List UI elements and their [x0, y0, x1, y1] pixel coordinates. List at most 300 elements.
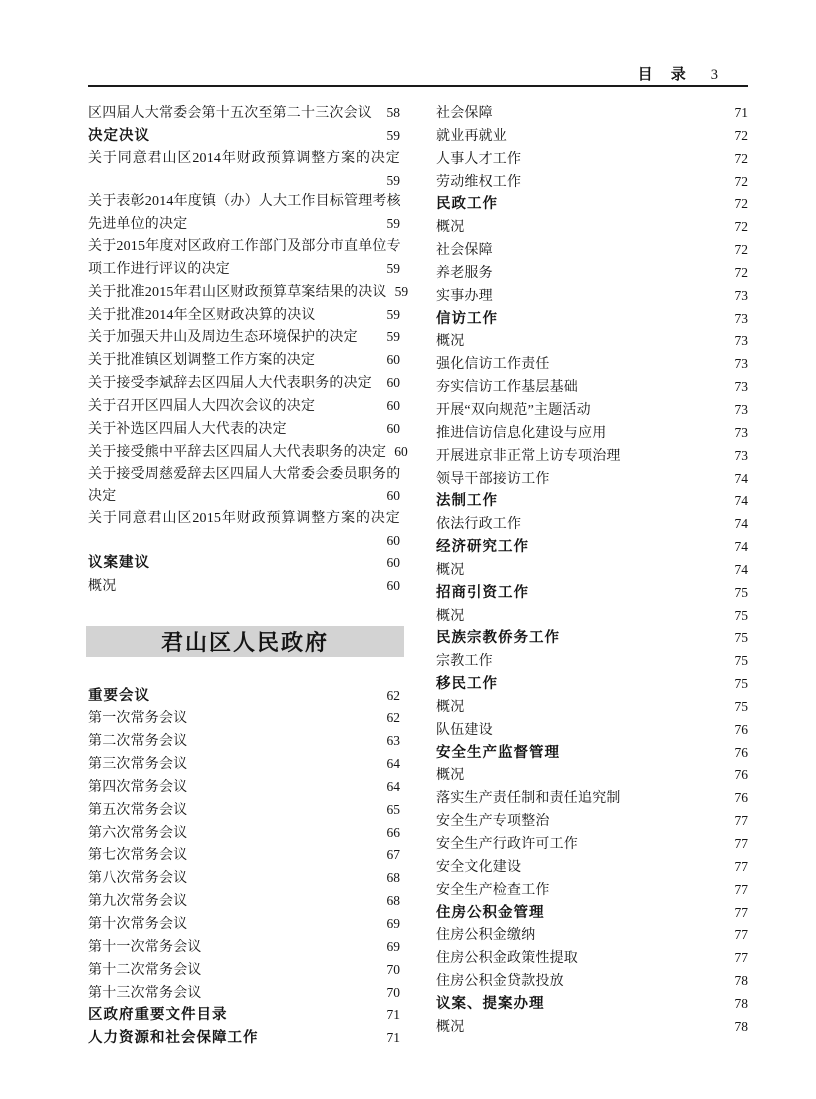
toc-entry-page-number: 73: [734, 379, 748, 395]
toc-entry-line: [88, 485, 400, 508]
toc-entry-title: 强化信访工作责任: [436, 357, 550, 373]
toc-entry: [436, 650, 748, 673]
toc-entry-page-number: 78: [734, 1018, 748, 1034]
toc-entry-line: [436, 559, 748, 582]
toc-entry-page-number: 77: [734, 881, 748, 897]
toc-entry-page-number: 73: [734, 401, 748, 417]
toc-entry: [88, 1027, 400, 1050]
toc-entry-title: 关于接受李斌辞去区四届人大代表职务的决定: [88, 376, 372, 392]
toc-entry-page-number: 71: [386, 1007, 400, 1023]
toc-entry-title: 关于召开区四届人大四次会议的决定: [88, 398, 316, 414]
toc-entry-title: 关于接受周慈爱辞去区四届人大常委会委员职务的: [88, 466, 401, 482]
toc-entry: [88, 890, 400, 913]
toc-entry-page-number: 72: [734, 264, 748, 280]
toc-entry-page-number: 73: [734, 310, 748, 326]
toc-entry-line: [88, 441, 408, 464]
toc-entry-line: [88, 913, 400, 936]
toc-entry-title: 社会保障: [436, 106, 493, 121]
toc-entry-title: 概况: [436, 768, 465, 784]
toc-entry-line: [436, 582, 748, 605]
toc-entry: [88, 936, 400, 959]
toc-entry-page-number: 72: [734, 219, 748, 235]
toc-entry-page-number: 60: [386, 533, 400, 549]
toc-entry: [88, 508, 400, 552]
toc-entry-line: [436, 673, 748, 696]
toc-entry-title: 住房公积金贷款投放: [436, 974, 564, 990]
toc-entry-line: [88, 776, 400, 799]
toc-entry: [436, 193, 748, 216]
toc-entry-page-number: 66: [386, 824, 400, 840]
toc-entry: [88, 418, 400, 441]
toc-entry-line: [88, 822, 400, 845]
toc-entry: [88, 464, 400, 509]
toc-entry-line: [436, 810, 748, 833]
toc-entry: [88, 844, 400, 867]
toc-entry-line: [436, 216, 748, 239]
toc-entry-title: 概况: [436, 608, 465, 624]
toc-entry: [88, 685, 400, 708]
toc-entry-page-number: 73: [734, 447, 748, 463]
toc-left-column: [88, 102, 409, 1050]
toc-entry-line: [88, 304, 400, 327]
toc-entry-line: [436, 445, 748, 468]
toc-entry: [436, 148, 748, 171]
toc-entry: [436, 627, 748, 650]
toc-entry-title: 开展“双向规范”主题活动: [436, 402, 591, 418]
toc-entry-title: 概况: [436, 1019, 465, 1035]
toc-entry-page-number: 69: [386, 916, 400, 931]
toc-entry-line: [88, 867, 400, 890]
toc-entry: [436, 239, 748, 262]
toc-entry-title: 关于表彰2014年度镇（办）人大工作目标管理考核: [88, 194, 401, 210]
toc-entry-line: [88, 125, 400, 148]
toc-entry: [436, 445, 748, 468]
toc-entry-line: [436, 902, 748, 925]
toc-entry-title: 关于批准2014年全区财政决算的决议: [88, 307, 316, 323]
toc-entry-page-number: 60: [386, 397, 400, 413]
toc-entry-title: 安全生产检查工作: [436, 882, 550, 898]
toc-entry: [436, 764, 748, 787]
toc-entry: [88, 799, 400, 822]
toc-entry: [436, 947, 748, 970]
toc-entry-title: 劳动维权工作: [436, 174, 522, 190]
toc-entry: [436, 559, 748, 582]
toc-entry-title: 住房公积金缴纳: [436, 928, 536, 944]
toc-entry-line: [88, 258, 400, 281]
toc-entry-title: 第六次常务会议: [88, 825, 188, 841]
toc-entry-title: 第十次常务会议: [88, 917, 188, 932]
toc-entry-line: [436, 399, 748, 422]
toc-entry-title: 招商引资工作: [436, 584, 529, 601]
toc-entry-title: 住房公积金政策性提取: [436, 951, 578, 967]
toc-entry: [436, 422, 748, 445]
toc-entry-line: [436, 490, 748, 513]
toc-entry-title: 经济研究工作: [436, 539, 529, 556]
toc-entry-title: 民政工作: [436, 196, 498, 213]
toc-entry-page-number: 77: [734, 927, 748, 943]
toc-entry-title: 第十三次常务会议: [88, 985, 202, 1001]
toc-entry-page-number: 60: [386, 488, 400, 504]
page-header: [88, 60, 748, 84]
toc-entry-line: [436, 833, 748, 856]
toc-entry: [436, 696, 748, 719]
toc-entry-title: 关于同意君山区2014年财政预算调整方案的决定: [88, 150, 400, 166]
toc-entry-title: 决定: [88, 489, 117, 505]
toc-entry-page-number: 78: [734, 995, 748, 1011]
toc-entry-title: 民族宗教侨务工作: [436, 630, 560, 647]
toc-entry-line: [436, 879, 748, 902]
toc-entry: [88, 326, 400, 349]
toc-entry-page-number: 74: [734, 539, 748, 555]
toc-entry-line: [88, 936, 400, 959]
toc-entry-title: 法制工作: [436, 493, 498, 510]
toc-entry: [436, 490, 748, 513]
toc-entry-line: [88, 707, 400, 730]
toc-entry: [436, 833, 748, 856]
toc-entry-line: [436, 764, 748, 787]
toc-entry-title: 第八次常务会议: [88, 871, 188, 887]
toc-entry-title: 安全生产专项整治: [436, 814, 550, 830]
toc-entry-line: [436, 696, 748, 719]
toc-entry: [88, 281, 409, 304]
toc-entry-page-number: 59: [386, 127, 400, 143]
toc-entry-title: 住房公积金管理: [436, 904, 545, 921]
toc-entry-line: [436, 1016, 748, 1039]
toc-entry-title: 概况: [436, 562, 465, 578]
toc-entry-title: 议案、提案办理: [436, 995, 545, 1012]
toc-entry-line: [88, 349, 400, 372]
toc-entry: [436, 399, 748, 422]
toc-entry-line: [436, 468, 748, 491]
toc-entry-line: [88, 170, 400, 192]
toc-entry-title: 第一次常务会议: [88, 711, 188, 727]
toc-entry-page-number: 68: [386, 893, 400, 909]
toc-entry-page-number: 71: [386, 1030, 400, 1046]
toc-entry-title: 关于同意君山区2015年财政预算调整方案的决定: [88, 511, 400, 527]
toc-entry-page-number: 76: [734, 767, 748, 783]
toc-entry-line: [88, 552, 400, 575]
toc-entry-page-number: 62: [386, 687, 400, 703]
toc-entry-line: [436, 262, 748, 285]
toc-entry: [88, 395, 400, 418]
toc-entry-page-number: 77: [734, 836, 748, 851]
toc-entry-title: 关于补选区四届人大代表的决定: [88, 421, 287, 437]
toc-entry: [88, 822, 400, 845]
toc-entry: [436, 125, 748, 148]
toc-entry: [88, 959, 400, 982]
toc-entry-page-number: 59: [386, 329, 400, 345]
toc-entry: [436, 285, 748, 308]
toc-entry-page-number: 77: [734, 813, 748, 829]
toc-entry-line: [88, 395, 400, 418]
toc-entry: [436, 742, 748, 765]
toc-entry: [88, 1004, 400, 1027]
toc-entry-page-number: 64: [386, 778, 400, 794]
toc-entry-line: [88, 372, 400, 395]
toc-entry-title: 概况: [436, 334, 465, 350]
toc-entry-line: [436, 148, 748, 171]
toc-entry-title: 领导干部接访工作: [436, 471, 550, 487]
toc-entry-line: [436, 513, 748, 536]
toc-entry-title: 安全文化建设: [436, 859, 522, 875]
toc-entry-title: 移民工作: [436, 676, 498, 693]
toc-entry-page-number: 73: [734, 287, 748, 303]
toc-entry-page-number: 60: [386, 577, 400, 593]
toc-entry-page-number: 70: [386, 961, 400, 977]
toc-entry-line: [436, 376, 748, 399]
toc-entry: [436, 993, 748, 1016]
toc-entry-line: [436, 719, 748, 742]
toc-entry-page-number: 74: [734, 561, 748, 577]
toc-entry: [436, 719, 748, 742]
toc-entry-page-number: 63: [386, 733, 400, 749]
toc-entry-page-number: 75: [734, 653, 748, 669]
toc-entry-title: 区政府重要文件目录: [88, 1007, 228, 1024]
toc-entry: [436, 673, 748, 696]
toc-entry-page-number: 60: [386, 554, 400, 570]
toc-right-column: [436, 102, 748, 1039]
toc-entry-page-number: 59: [386, 306, 400, 322]
toc-entry: [88, 125, 400, 148]
toc-entry-line: [88, 730, 400, 753]
toc-entry-page-number: 67: [386, 847, 400, 863]
toc-entry: [88, 867, 400, 890]
toc-entry: [436, 582, 748, 605]
toc-entry-page-number: 77: [734, 950, 748, 966]
toc-entry-page-number: 74: [734, 470, 748, 486]
toc-entry-title: 第九次常务会议: [88, 894, 188, 910]
toc-entry-page-number: 76: [734, 790, 748, 806]
toc-entry-title: 关于批准镇区划调整工作方案的决定: [88, 353, 316, 369]
toc-entry-title: 宗教工作: [436, 654, 493, 670]
toc-entry: [436, 970, 748, 993]
toc-entry-page-number: 72: [734, 173, 748, 189]
toc-entry-page-number: 64: [386, 756, 400, 772]
toc-entry: [88, 236, 400, 281]
toc-entry-page-number: 75: [734, 698, 748, 714]
toc-entry-line: [436, 330, 748, 353]
toc-entry-page-number: 62: [386, 710, 400, 726]
header-rule: [88, 85, 748, 87]
toc-entry-line: [88, 890, 400, 913]
toc-entry-title: 开展进京非正常上访专项治理: [436, 448, 621, 464]
toc-entry-page-number: 59: [386, 172, 400, 188]
toc-entry-line: [88, 508, 400, 530]
toc-entry-title: 项工作进行评议的决定: [88, 261, 230, 277]
toc-entry-line: [436, 993, 748, 1016]
toc-entry-title: 第七次常务会议: [88, 848, 188, 864]
toc-entry-line: [436, 947, 748, 970]
toc-entry-line: [436, 125, 748, 148]
toc-entry-title: 就业再就业: [436, 128, 507, 144]
toc-entry: [88, 191, 400, 236]
toc-entry-title: 实事办理: [436, 288, 493, 304]
toc-entry-line: [88, 530, 400, 552]
toc-entry: [436, 902, 748, 925]
toc-entry: [88, 372, 400, 395]
toc-entry-page-number: 77: [734, 904, 748, 920]
toc-entry: [436, 102, 748, 125]
toc-entry-page-number: 73: [734, 333, 748, 349]
toc-entry-line: [436, 742, 748, 765]
toc-entry-line: [88, 236, 400, 258]
toc-entry-page-number: 75: [734, 584, 748, 600]
toc-entry-line: [88, 326, 400, 349]
toc-entry-line: [88, 844, 400, 867]
toc-entry-page-number: 76: [734, 744, 748, 760]
section-header: 君山区人民政府: [86, 626, 404, 657]
toc-entry: [436, 468, 748, 491]
toc-entry-line: [88, 281, 409, 304]
toc-entry: [436, 376, 748, 399]
toc-entry-title: 概况: [436, 699, 465, 715]
toc-entry: [88, 148, 400, 192]
page-header-title: 目 录: [637, 66, 693, 83]
toc-entry-page-number: 75: [734, 630, 748, 646]
toc-entry-page-number: 74: [734, 493, 748, 509]
toc-entry-page-number: 78: [734, 973, 748, 989]
toc-entry: [436, 605, 748, 628]
toc-entry-page-number: 76: [734, 721, 748, 737]
toc-entry-title: 队伍建设: [436, 722, 493, 738]
toc-entry-page-number: 77: [734, 858, 748, 874]
toc-entry-title: 关于2015年度对区政府工作部门及部分市直单位专: [88, 239, 401, 255]
toc-entry-title: 关于加强天井山及周边生态环境保护的决定: [88, 330, 358, 346]
toc-entry-line: [436, 605, 748, 628]
toc-entry-page-number: 73: [734, 356, 748, 372]
toc-entry-line: [436, 970, 748, 993]
toc-entry-line: [88, 799, 400, 822]
toc-entry-line: [88, 213, 400, 236]
toc-entry: [436, 856, 748, 879]
toc-entry: [88, 913, 400, 936]
toc-entry-title: 概况: [88, 578, 117, 594]
toc-entry-line: [88, 982, 400, 1005]
toc-entry: [436, 536, 748, 559]
toc-entry-page-number: 72: [734, 150, 748, 166]
toc-entry-line: [436, 924, 748, 947]
toc-entry-line: [436, 353, 748, 376]
toc-entry-page-number: 65: [386, 801, 400, 817]
toc-entry-line: [436, 193, 748, 216]
toc-entry-page-number: 72: [734, 127, 748, 143]
toc-entry-title: 社会保障: [436, 243, 493, 259]
toc-entry-title: 第三次常务会议: [88, 757, 188, 773]
toc-entry-line: [436, 627, 748, 650]
toc-entry-line: [436, 285, 748, 308]
toc-entry: [88, 304, 400, 327]
toc-entry-page-number: 60: [386, 420, 400, 436]
toc-entry-title: 概况: [436, 220, 465, 236]
toc-entry-line: [88, 464, 400, 486]
toc-entry-title: 第五次常务会议: [88, 802, 188, 818]
toc-entry: [88, 776, 400, 799]
toc-entry: [436, 924, 748, 947]
toc-entry-line: [436, 650, 748, 673]
toc-entry: [88, 441, 408, 464]
toc-entry-page-number: 75: [734, 607, 748, 623]
toc-entry-page-number: 71: [734, 105, 748, 120]
toc-entry: [436, 330, 748, 353]
toc-entry: [88, 982, 400, 1005]
toc-entry-title: 依法行政工作: [436, 517, 522, 533]
toc-entry-title: 人事人才工作: [436, 151, 522, 167]
toc-entry-title: 先进单位的决定: [88, 217, 188, 233]
toc-entry-title: 第四次常务会议: [88, 779, 188, 795]
toc-entry-title: 人力资源和社会保障工作: [88, 1030, 259, 1047]
toc-entry: [88, 707, 400, 730]
toc-entry-line: [88, 1027, 400, 1050]
toc-entry-page-number: 75: [734, 676, 748, 692]
toc-entry-page-number: 60: [386, 375, 400, 391]
toc-entry-page-number: 73: [734, 424, 748, 440]
toc-entry-title: 决定决议: [88, 127, 150, 144]
toc-entry-line: [436, 171, 748, 194]
toc-entry-page-number: 60: [394, 443, 408, 459]
toc-entry-title: 养老服务: [436, 265, 493, 281]
toc-entry: [436, 262, 748, 285]
toc-entry: [436, 353, 748, 376]
toc-entry: [436, 216, 748, 239]
toc-entry-page-number: 59: [386, 216, 400, 232]
toc-entry-title: 第二次常务会议: [88, 734, 188, 750]
toc-entry-line: [88, 753, 400, 776]
toc-entry-line: [88, 959, 400, 982]
toc-entry: [436, 308, 748, 331]
toc-entry-page-number: 59: [394, 283, 409, 299]
toc-entry: [436, 513, 748, 536]
toc-entry-line: [436, 308, 748, 331]
toc-entry: [88, 349, 400, 372]
toc-entry-title: 区四届人大常委会第十五次至第二十三次会议: [88, 106, 372, 121]
toc-entry-page-number: 59: [386, 260, 400, 276]
toc-entry: [436, 787, 748, 810]
toc-entry-page-number: 60: [386, 352, 400, 368]
toc-entry-title: 信访工作: [436, 310, 498, 327]
toc-entry-line: [436, 536, 748, 559]
toc-entry-page-number: 72: [734, 196, 748, 212]
toc-entry-line: [436, 422, 748, 445]
toc-entry: [88, 575, 400, 598]
toc-entry-line: [436, 239, 748, 262]
toc-entry-title: 第十一次常务会议: [88, 939, 202, 955]
toc-entry-page-number: 68: [386, 870, 400, 886]
toc-entry-line: [436, 856, 748, 879]
toc-entry: [88, 730, 400, 753]
toc-entry-line: [88, 191, 400, 213]
page-header-page-number: 3: [710, 67, 718, 83]
toc-entry-title: 安全生产行政许可工作: [436, 837, 578, 852]
toc-entry-page-number: 74: [734, 516, 748, 532]
toc-entry-line: [88, 418, 400, 441]
toc-entry-title: 推进信访信息化建设与应用: [436, 425, 607, 441]
toc-entry-page-number: 72: [734, 242, 748, 258]
toc-entry: [436, 879, 748, 902]
toc-entry-title: 议案建议: [88, 554, 150, 571]
toc-entry-title: 夯实信访工作基层基础: [436, 380, 578, 396]
toc-entry-line: [88, 685, 400, 708]
toc-entry-page-number: 58: [386, 105, 400, 120]
toc-entry-line: [88, 148, 400, 170]
toc-entry: [436, 171, 748, 194]
toc-entry: [88, 753, 400, 776]
toc-entry-line: [436, 102, 748, 125]
toc-entry-title: 安全生产监督管理: [436, 744, 560, 761]
toc-entry-page-number: 69: [386, 938, 400, 954]
toc-entry: [88, 552, 400, 575]
toc-entry-title: 重要会议: [88, 687, 150, 704]
toc-entry-page-number: 70: [386, 984, 400, 1000]
